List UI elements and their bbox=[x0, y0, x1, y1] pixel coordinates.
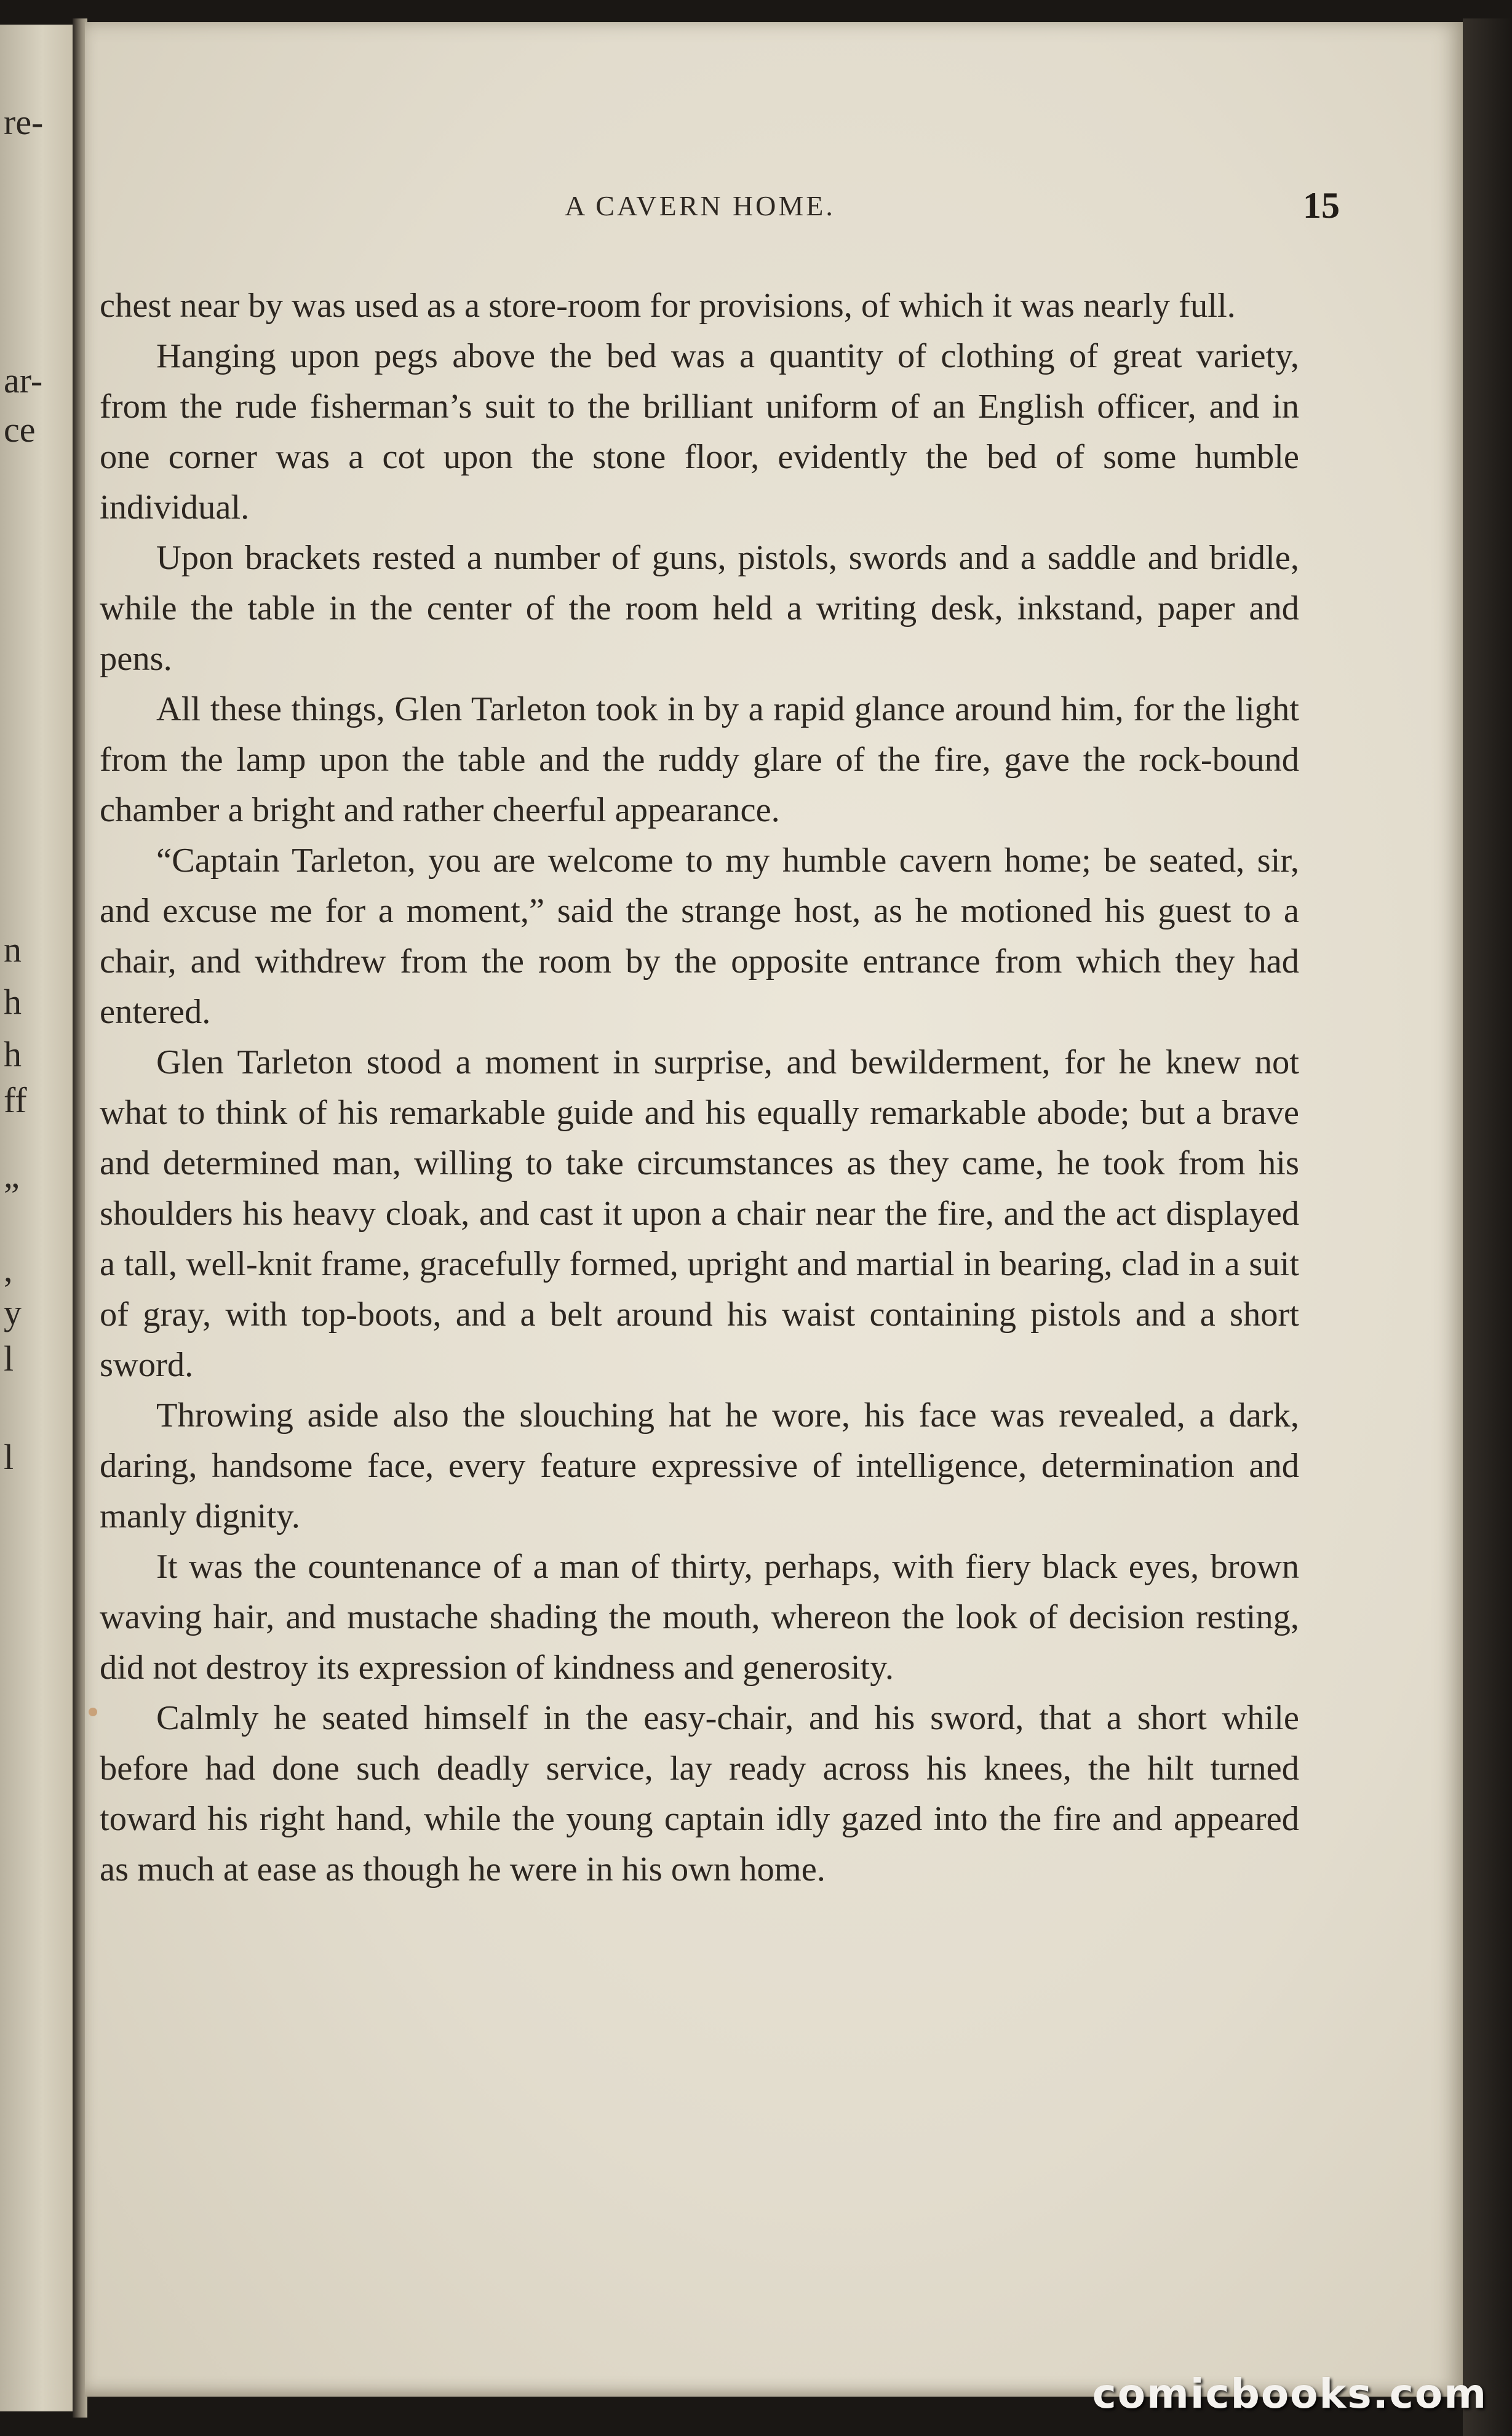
paragraph: Hanging upon pegs above the bed was a quantity of clothing of great variety, from the rude fisherman’s suit to the brilliant uniform of an English officer, and in one corner was a cot upon the stone floor, evidently the bed of some humble individual. bbox=[100, 337, 1299, 527]
previous-page-fragment: ff bbox=[4, 1080, 27, 1120]
page-number: 15 bbox=[1303, 185, 1340, 226]
scan-background bbox=[1463, 18, 1512, 2436]
paragraph: All these things, Glen Tarleton took in by a rapid glance around him, for the light from the lamp upon the table and the ruddy glare of the fire, gave the rock-bound chamber a bright and rather cheerful appearance. bbox=[100, 690, 1299, 829]
paragraph: “Captain Tarleton, you are welcome to my humble cavern home; be seated, sir, and excuse me for a moment,” said the strange host, as he motioned his guest to a chair, and withdrew from the room by the opposite entrance from which they had entered. bbox=[100, 842, 1299, 1031]
paragraph: Glen Tarleton stood a moment in surprise, and bewilderment, for he knew not what to think of his remarkable guide and his equally remarkable abode; but a brave and determined man, willing to take circumstances as they came, he took from his shoulders his heavy cloak, and cast it upon a chair near the fire, and the act displayed a tall, well-knit frame, gracefully formed, upright and martial in bearing, clad in a suit of gray, with top-boots, and a belt around his waist containing pistols and a short sword. bbox=[100, 1043, 1299, 1384]
running-head bbox=[85, 185, 1463, 233]
previous-page-fragment: h bbox=[4, 1034, 22, 1074]
paragraph: Calmly he seated himself in the easy-chair, and his sword, that a short while before had done such deadly service, lay ready across his knees, the hilt turned toward his right hand, while the young captain idly gazed into the fire and appeared as much at ease as though he were in his own home. bbox=[100, 1699, 1299, 1889]
previous-page-fragment: re- bbox=[4, 102, 44, 142]
paragraph: It was the countenance of a man of thirty, perhaps, with fiery black eyes, brown waving hair, and mustache shading the mouth, whereon the look of decision resting, did not destroy its expression of kindness and generosity. bbox=[100, 1548, 1299, 1687]
running-title: A CAVERN HOME. bbox=[565, 190, 835, 221]
previous-page-edge bbox=[0, 25, 77, 2411]
watermark: comicbooks.com bbox=[1092, 2370, 1487, 2418]
paragraph: Upon brackets rested a number of guns, pistols, swords and a saddle and bridle, while the table in the center of the room held a writing desk, inkstand, paper and pens. bbox=[100, 539, 1299, 678]
paragraph: Throwing aside also the slouching hat he wore, his face was revealed, a dark, daring, handsome face, every feature expressive of intelligence, determination and manly dignity. bbox=[100, 1396, 1299, 1535]
foxing-spot bbox=[89, 1708, 97, 1716]
previous-page-fragment: l bbox=[4, 1339, 14, 1379]
previous-page-fragment: ar- bbox=[4, 360, 43, 400]
body-text bbox=[100, 281, 1299, 1895]
previous-page-fragment: y bbox=[4, 1292, 22, 1332]
paragraph: chest near by was used as a store-room for provisions, of which it was nearly full. bbox=[100, 287, 1236, 325]
book-page bbox=[85, 22, 1463, 2397]
previous-page-fragment: ce bbox=[4, 410, 36, 450]
previous-page-fragment: n bbox=[4, 929, 22, 969]
previous-page-fragment: , bbox=[4, 1249, 13, 1289]
previous-page-fragment: ” bbox=[4, 1176, 20, 1216]
previous-page-fragment: h bbox=[4, 982, 22, 1022]
previous-page-fragment: l bbox=[4, 1437, 14, 1477]
